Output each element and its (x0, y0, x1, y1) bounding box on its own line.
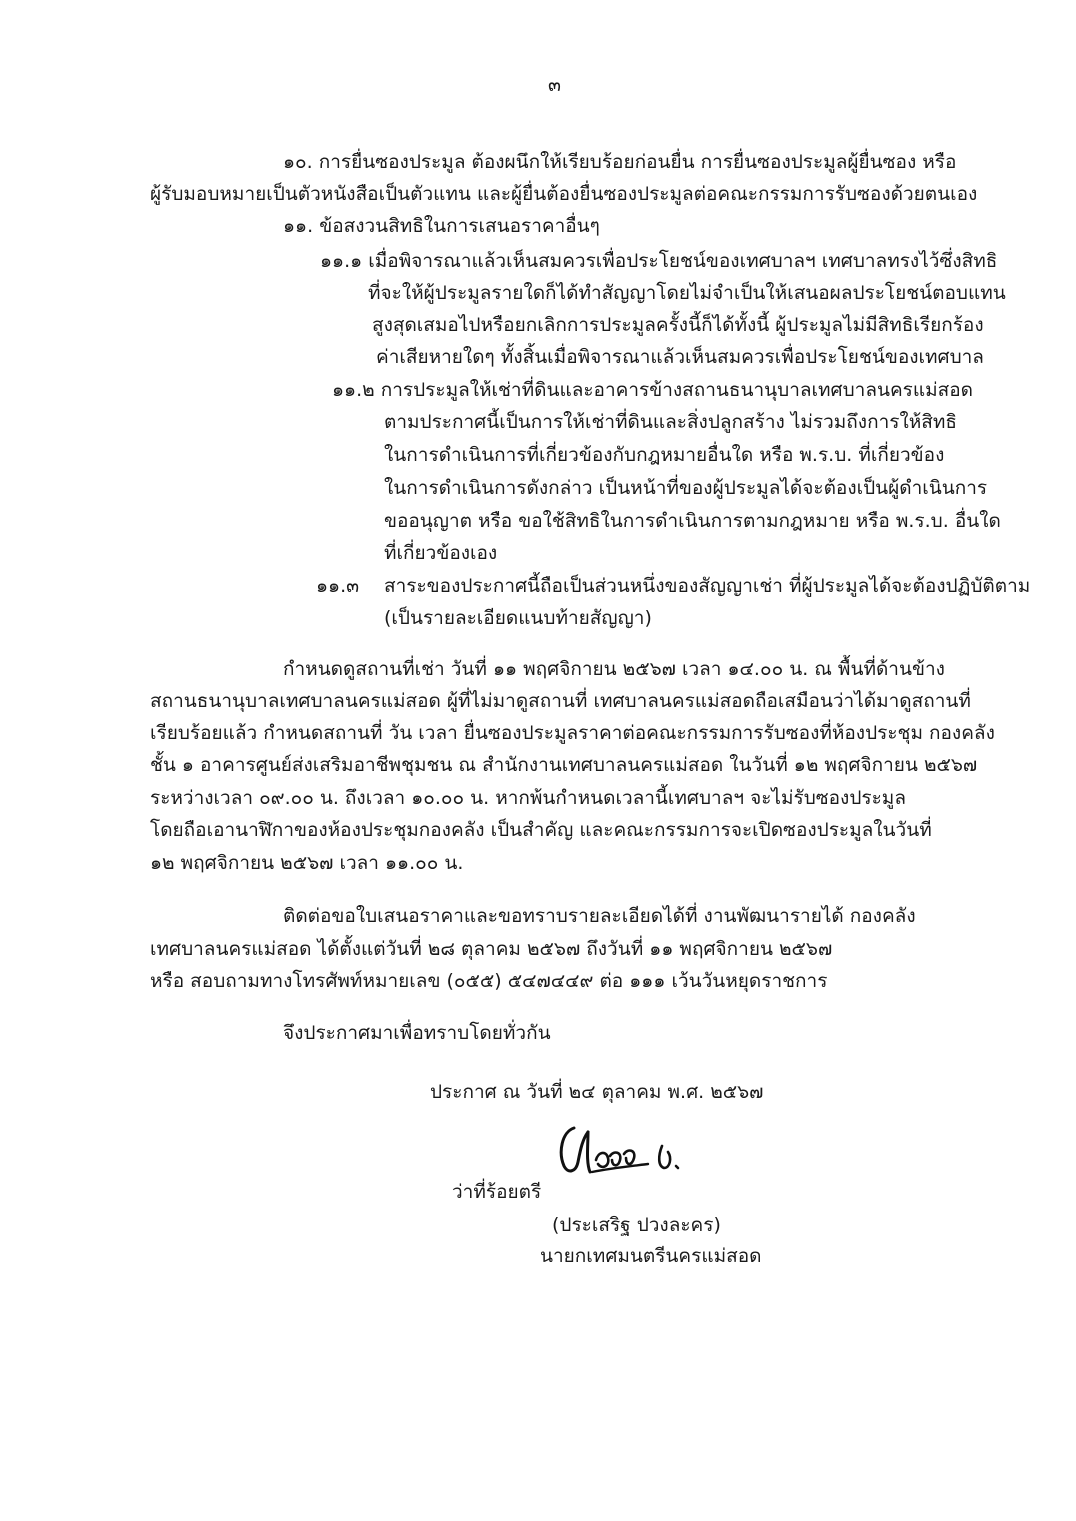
schedule-line: สถานธนานุบาลเทศบาลนครแม่สอด ผู้ที่ไม่มาดูสถานที่ เทศบาลนครแม่สอดถือเสมือนว่าได้มาดูสถานที่ (150, 690, 971, 712)
clause-10-line: ผู้รับมอบหมายเป็นตัวหนังสือเป็นตัวแทน และผู้ยื่นต้องยื่นซองประมูลต่อคณะกรรมการรับซองด้วยตนเอง (150, 183, 978, 205)
clause-11-1-line: ค่าเสียหายใดๆ ทั้งสิ้นเมื่อพิจารณาแล้วเห็นสมควรเพื่อประโยชน์ของเทศบาล (376, 346, 984, 368)
announcement: จึงประกาศมาเพื่อทราบโดยทั่วกัน (283, 1022, 551, 1044)
clause-11-2-line: ในการดำเนินการดังกล่าว เป็นหน้าที่ของผู้ประมูลได้จะต้องเป็นผู้ดำเนินการ (384, 477, 988, 499)
contact-line: หรือ สอบถามทางโทรศัพท์หมายเลข (๐๕๕) ๕๔๗๔๔๙ ต่อ ๑๑๑ เว้นวันหยุดราชการ (150, 970, 828, 992)
clause-11-2-line: ที่เกี่ยวข้องเอง (384, 542, 498, 564)
signatory-name: (ประเสริฐ ปวงละคร) (552, 1214, 721, 1236)
clause-10-line: ๑๐. การยื่นซองประมูล ต้องผนึกให้เรียบร้อยก่อนยื่น การยื่นซองประมูลผู้ยื่นซอง หรือ (283, 151, 957, 173)
clause-11-1-line: สูงสุดเสมอไปหรือยกเลิกการประมูลครั้งนี้ก็ได้ทั้งนี้ ผู้ประมูลไม่มีสิทธิเรียกร้อง (372, 314, 984, 336)
clause-11-3-number: ๑๑.๓ (316, 575, 360, 597)
announce-date: ประกาศ ณ วันที่ ๒๔ ตุลาคม พ.ศ. ๒๕๖๗ (430, 1081, 764, 1103)
schedule-line: โดยถือเอานาฬิกาของห้องประชุมกองคลัง เป็นสำคัญ และคณะกรรมการจะเปิดซองประมูลในวันที่ (150, 819, 932, 841)
clause-11-2-line: ตามประกาศนี้เป็นการให้เช่าที่ดินและสิ่งปลูกสร้าง ไม่รวมถึงการให้สิทธิ (384, 411, 957, 433)
clause-11-heading: ๑๑. ข้อสงวนสิทธิในการเสนอราคาอื่นๆ (283, 215, 600, 237)
clause-11-2-line: ขออนุญาต หรือ ขอใช้สิทธิในการดำเนินการตามกฎหมาย หรือ พ.ร.บ. อื่นใด (384, 510, 1001, 532)
page-number: ๓ (548, 74, 561, 96)
clause-11-2-line: ๑๑.๒ การประมูลให้เช่าที่ดินและอาคารข้างสถานธนานุบาลเทศบาลนครแม่สอด (332, 379, 973, 401)
clause-11-1-line: ๑๑.๑ เมื่อพิจารณาแล้วเห็นสมควรเพื่อประโยชน์ของเทศบาลฯ เทศบาลทรงไว้ซึ่งสิทธิ (320, 250, 998, 272)
contact-line: เทศบาลนครแม่สอด ได้ตั้งแต่วันที่ ๒๘ ตุลาคม ๒๕๖๗ ถึงวันที่ ๑๑ พฤศจิกายน ๒๕๖๗ (150, 938, 833, 960)
schedule-line: กำหนดดูสถานที่เช่า วันที่ ๑๑ พฤศจิกายน ๒๕๖๗ เวลา ๑๔.๐๐ น. ณ พื้นที่ด้านข้าง (283, 658, 945, 680)
clause-11-3-line: (เป็นรายละเอียดแนบท้ายสัญญา) (384, 607, 652, 629)
contact-line: ติดต่อขอใบเสนอราคาและขอทราบรายละเอียดได้ที่ งานพัฒนารายได้ กองคลัง (283, 905, 916, 927)
signatory-rank: ว่าที่ร้อยตรี (452, 1181, 542, 1203)
schedule-line: เรียบร้อยแล้ว กำหนดสถานที่ วัน เวลา ยื่นซองประมูลราคาต่อคณะกรรมการรับซองที่ห้องประชุม กองคลัง (150, 722, 995, 744)
clause-11-1-line: ที่จะให้ผู้ประมูลรายใดก็ได้ทำสัญญาโดยไม่จำเป็นให้เสนอผลประโยชน์ตอบแทน (368, 282, 1006, 304)
schedule-line: ระหว่างเวลา ๐๙.๐๐ น. ถึงเวลา ๑๐.๐๐ น. หากพ้นกำหนดเวลานี้เทศบาลฯ จะไม่รับซองประมูล (150, 787, 906, 809)
signatory-position: นายกเทศมนตรีนครแม่สอด (540, 1245, 762, 1267)
clause-11-2-line: ในการดำเนินการที่เกี่ยวข้องกับกฎหมายอื่นใด หรือ พ.ร.บ. ที่เกี่ยวข้อง (384, 444, 945, 466)
schedule-line: ๑๒ พฤศจิกายน ๒๕๖๗ เวลา ๑๑.๐๐ น. (150, 852, 464, 874)
clause-11-3-line: สาระของประกาศนี้ถือเป็นส่วนหนึ่งของสัญญาเช่า ที่ผู้ประมูลได้จะต้องปฏิบัติตาม (384, 575, 1031, 597)
signature-mark (552, 1122, 702, 1196)
schedule-line: ชั้น ๑ อาคารศูนย์ส่งเสริมอาชีพชุมชน ณ สำนักงานเทศบาลนครแม่สอด ในวันที่ ๑๒ พฤศจิกายน ๒๕๖๗ (150, 754, 978, 776)
